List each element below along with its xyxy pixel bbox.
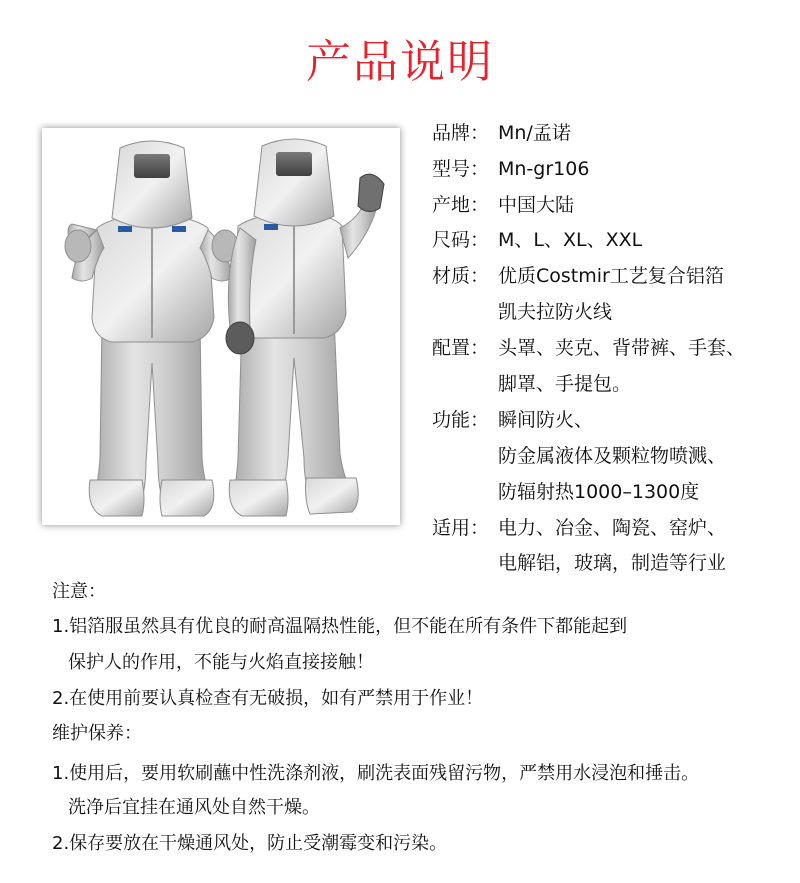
notes-item-2: 2.在使用前要认真检查有无破损，如有严禁用于作业！: [52, 688, 484, 709]
spec-label: 型号：: [432, 158, 490, 180]
logo-patch: [172, 226, 186, 232]
hood-visor: [276, 152, 312, 176]
spec-usage: [432, 514, 726, 542]
spec-label: 功能：: [432, 409, 490, 431]
spec-origin: [432, 191, 574, 219]
spec-function-cont2: 防辐射热1000–1300度: [498, 481, 700, 503]
maintenance-heading: 维护保养：: [52, 723, 142, 744]
spec-value: 瞬间防火、: [498, 409, 594, 431]
spec-value: 头罩、夹克、背带裤、手套、: [498, 337, 746, 359]
notes-heading: 注意：: [52, 581, 106, 602]
spec-config: [432, 334, 745, 362]
spec-usage-cont: 电解铝，玻璃，制造等行业: [498, 552, 727, 574]
hood-visor: [134, 154, 170, 178]
spec-value: M、L、XL、XXL: [498, 229, 643, 251]
spec-label: 品牌：: [432, 122, 490, 144]
logo-patch: [118, 226, 132, 232]
maintenance-item-1: 1.使用后，要用软刷蘸中性洗涤剂液，刷洗表面残留污物，严禁用水浸泡和捶击。: [52, 763, 700, 784]
product-photo-frame: [42, 128, 400, 525]
spec-value: Mn-gr106: [498, 158, 590, 180]
maintenance-item-1-cont: 洗净后宜挂在通风处自然干燥。: [68, 797, 320, 818]
spec-label: 配置：: [432, 337, 490, 359]
spec-value: 中国大陆: [498, 194, 575, 216]
logo-patch: [264, 224, 278, 230]
spec-value: 优质Costmir工艺复合铝箔: [498, 265, 724, 287]
maintenance-item-2: 2.保存要放在干燥通风处，防止受潮霉变和污染。: [52, 833, 448, 854]
notes-item-1: 1.铝箔服虽然具有优良的耐高温隔热性能，但不能在所有条件下都能起到: [52, 616, 628, 637]
spec-label: 产地：: [432, 194, 490, 216]
spec-brand: [432, 119, 571, 147]
spec-label: 尺码：: [432, 229, 490, 251]
spec-size: [432, 226, 642, 254]
page-title: 产品说明: [305, 35, 494, 88]
product-photo: [42, 128, 400, 525]
spec-model: [432, 155, 589, 183]
spec-material-cont: 凯夫拉防火线: [498, 301, 613, 323]
spec-label: 适用：: [432, 517, 490, 539]
spec-config-cont: 脚罩、手提包。: [498, 373, 632, 395]
spec-material: [432, 262, 724, 290]
spec-value: 电力、冶金、陶瓷、窑炉、: [498, 517, 727, 539]
notes-item-1-cont: 保护人的作用，不能与火焰直接接触！: [68, 652, 374, 673]
spec-label: 材质：: [432, 265, 490, 287]
spec-value: Mn/孟诺: [498, 122, 571, 144]
spec-function: [432, 406, 593, 434]
spec-function-cont: 防金属液体及颗粒物喷溅、: [498, 445, 727, 467]
